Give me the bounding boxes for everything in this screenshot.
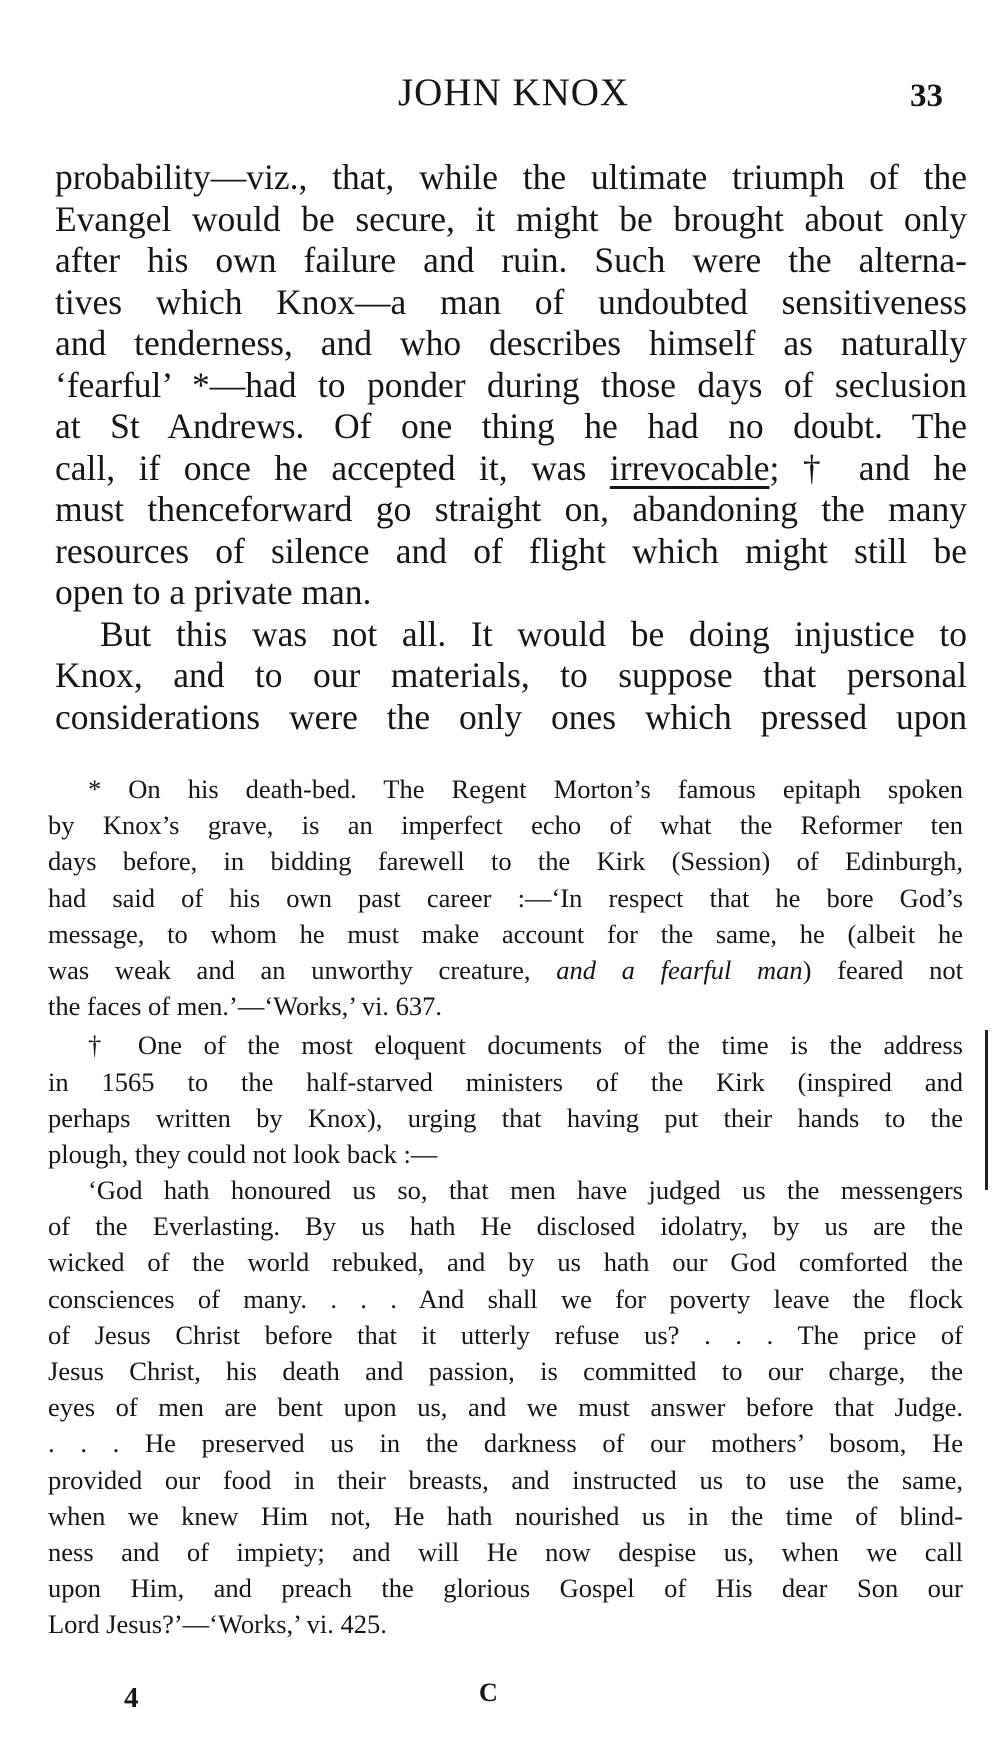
footnote-italic: and a fearful man <box>556 954 803 985</box>
footnote-quote-line: ness and of impiety; and will He now despise us, when we call <box>48 1536 963 1567</box>
footnote-text: ) feared not <box>802 954 963 985</box>
main-line: must thenceforward go straight on, abandoning the many <box>55 489 967 529</box>
footnote-quote-line: when we knew Him not, He hath nourished us in the time of blind- <box>48 1500 963 1531</box>
footnote-quote-line: Jesus Christ, his death and passion, is committed to our charge, the <box>48 1356 963 1386</box>
main-line: But this was not all. It would be doing injustice to <box>100 613 967 654</box>
footnote-quote-line: of Jesus Christ before that it utterly refuse us? . . . The price of <box>48 1319 963 1350</box>
footnote-quote-line: wicked of the world rebuked, and by us hath our God comforted the <box>48 1247 963 1278</box>
footnote-star-line <box>48 952 963 988</box>
running-title: JOHN KNOX <box>398 71 630 114</box>
footnote-quote-line: . . . He preserved us in the darkness of our mothers’ bosom, He <box>48 1428 963 1459</box>
footnote-quote-line: ‘God hath honoured us so, that men have judged us the messengers <box>88 1175 963 1206</box>
margin-pencil-mark <box>985 1030 988 1190</box>
footnote-text: was weak and an unworthy creature, <box>48 954 531 985</box>
main-text <box>55 157 967 738</box>
footnote-quote-line: consciences of many. . . . And shall we for poverty leave the flock <box>48 1283 963 1314</box>
main-line: tives which Knox—a man of undoubted sensitiveness <box>55 281 967 322</box>
footnote-dagger-line: † One of the most eloquent documents of the time is the address <box>88 1030 963 1061</box>
main-line: considerations were the only ones which pressed upon <box>55 696 967 737</box>
signature-letter: C <box>479 1678 498 1707</box>
signature-number: 4 <box>124 1682 139 1714</box>
footnote-dagger-line: in 1565 to the half-starved ministers of the Kirk (inspired and <box>48 1066 963 1097</box>
footnote-star-line: by Knox’s grave, is an imperfect echo of what the Reformer ten <box>48 810 963 841</box>
footnote-quote-line: Lord Jesus?’—‘Works,’ vi. 425. <box>48 1609 387 1640</box>
main-line: ‘fearful’ *—had to ponder during those days of seclusion <box>55 364 967 405</box>
main-line: probability—viz., that, while the ultimate triumph of the <box>55 157 967 197</box>
main-line-text: ; † and he <box>769 447 968 488</box>
main-line: after his own failure and ruin. Such were the alterna- <box>55 240 967 280</box>
footnote-star-line: * On his death-bed. The Regent Morton’s famous epitaph spoken <box>88 774 963 804</box>
page-number: 33 <box>910 78 943 114</box>
running-header <box>0 70 1000 120</box>
footnote-star-line: days before, in bidding farewell to the Kirk (Session) of Edinburgh, <box>48 846 963 877</box>
footnote-star-line: message, to whom he must make account for the same, he (albeit he <box>48 918 963 949</box>
main-line: Knox, and to our materials, to suppose that personal <box>55 655 967 695</box>
main-line: Evangel would be secure, it might be brought about only <box>55 198 967 239</box>
footnote-quote-line: of the Everlasting. By us hath He disclosed idolatry, by us are the <box>48 1211 963 1242</box>
signature-footer <box>0 1678 1000 1722</box>
footnote-quote-line: provided our food in their breasts, and instructed us to use the same, <box>48 1464 963 1495</box>
footnotes <box>48 771 963 1643</box>
footnote-star-line: had said of his own past career :—‘In respect that he bore God’s <box>48 882 963 913</box>
main-line: open to a private man. <box>55 572 372 612</box>
main-line <box>55 448 967 490</box>
footnote-dagger-line: perhaps written by Knox), urging that having put their hands to the <box>48 1102 963 1133</box>
footnote-dagger-line: plough, they could not look back :— <box>48 1138 438 1169</box>
main-line: at St Andrews. Of one thing he had no doubt. The <box>55 406 967 446</box>
footnote-star-line: the faces of men.’—‘Works,’ vi. 637. <box>48 991 443 1022</box>
underlined-word: irrevocable <box>609 447 770 488</box>
main-line: and tenderness, and who describes himself as naturally <box>55 323 967 363</box>
main-line-text: call, if once he accepted it, was <box>55 447 587 488</box>
main-line: resources of silence and of flight which might still be <box>55 530 967 571</box>
footnote-quote-line: eyes of men are bent upon us, and we must answer before that Judge. <box>48 1392 963 1423</box>
footnote-quote-line: upon Him, and preach the glorious Gospel of His dear Son our <box>48 1573 963 1604</box>
